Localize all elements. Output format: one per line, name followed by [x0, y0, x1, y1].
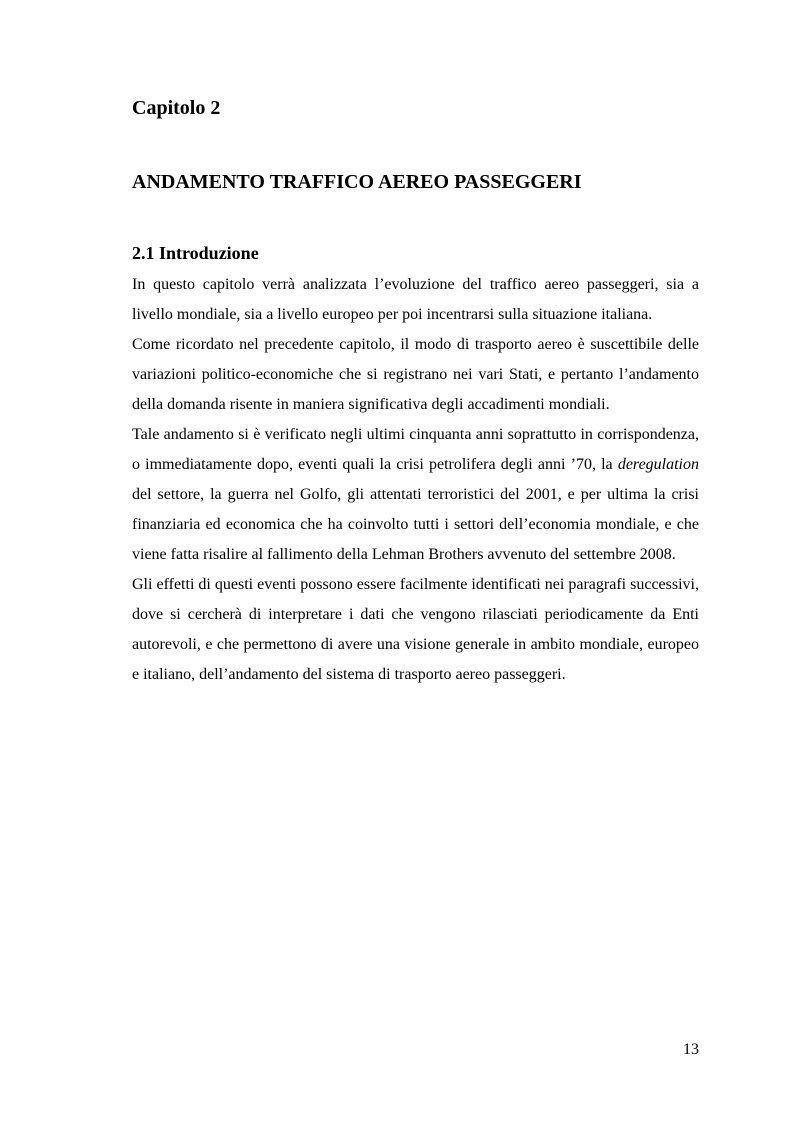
- section-heading: 2.1 Introduzione: [132, 243, 259, 263]
- paragraph-3-italic-term: deregulation: [617, 456, 699, 473]
- body-text: [132, 270, 699, 690]
- chapter-label: Capitolo 2: [132, 97, 221, 119]
- paragraph-3-text-end: del settore, la guerra nel Golfo, gli attentati terroristici del 2001, e per ultima la crisi finanziaria ed economica che ha coinvolto tutti i settori dell’economia mondiale, e che viene fatta risalire al fallimento della Lehman Brothers avvenuto del settembre 2008.: [132, 486, 699, 563]
- paragraph-2: Come ricordato nel precedente capitolo, il modo di trasporto aereo è suscettibile delle variazioni politico-economiche che si registrano nei vari Stati, e pertanto l’andamento della domanda risente in maniera significativa degli accadimenti mondiali.: [132, 336, 699, 413]
- paragraph-3-text-start: Tale andamento si è verificato negli ultimi cinquanta anni soprattutto in corrispondenza, o immediatamente dopo, eventi quali la crisi petrolifera degli anni ’70, la: [132, 426, 699, 473]
- paragraph-3: [132, 420, 699, 570]
- page-number: 13: [683, 1041, 699, 1058]
- paragraph-4: Gli effetti di questi eventi possono essere facilmente identificati nei paragrafi successivi, dove si cercherà di interpretare i dati che vengono rilasciati periodicamente da Enti autorevoli, e che permettono di avere una visione generale in ambito mondiale, europeo e italiano, dell’andamento del sistema di trasporto aereo passeggeri.: [132, 576, 699, 683]
- chapter-title: ANDAMENTO TRAFFICO AEREO PASSEGGERI: [132, 171, 582, 193]
- paragraph-1: In questo capitolo verrà analizzata l’evoluzione del traffico aereo passeggeri, sia a livello mondiale, sia a livello europeo per poi incentrarsi sulla situazione italiana.: [132, 276, 699, 323]
